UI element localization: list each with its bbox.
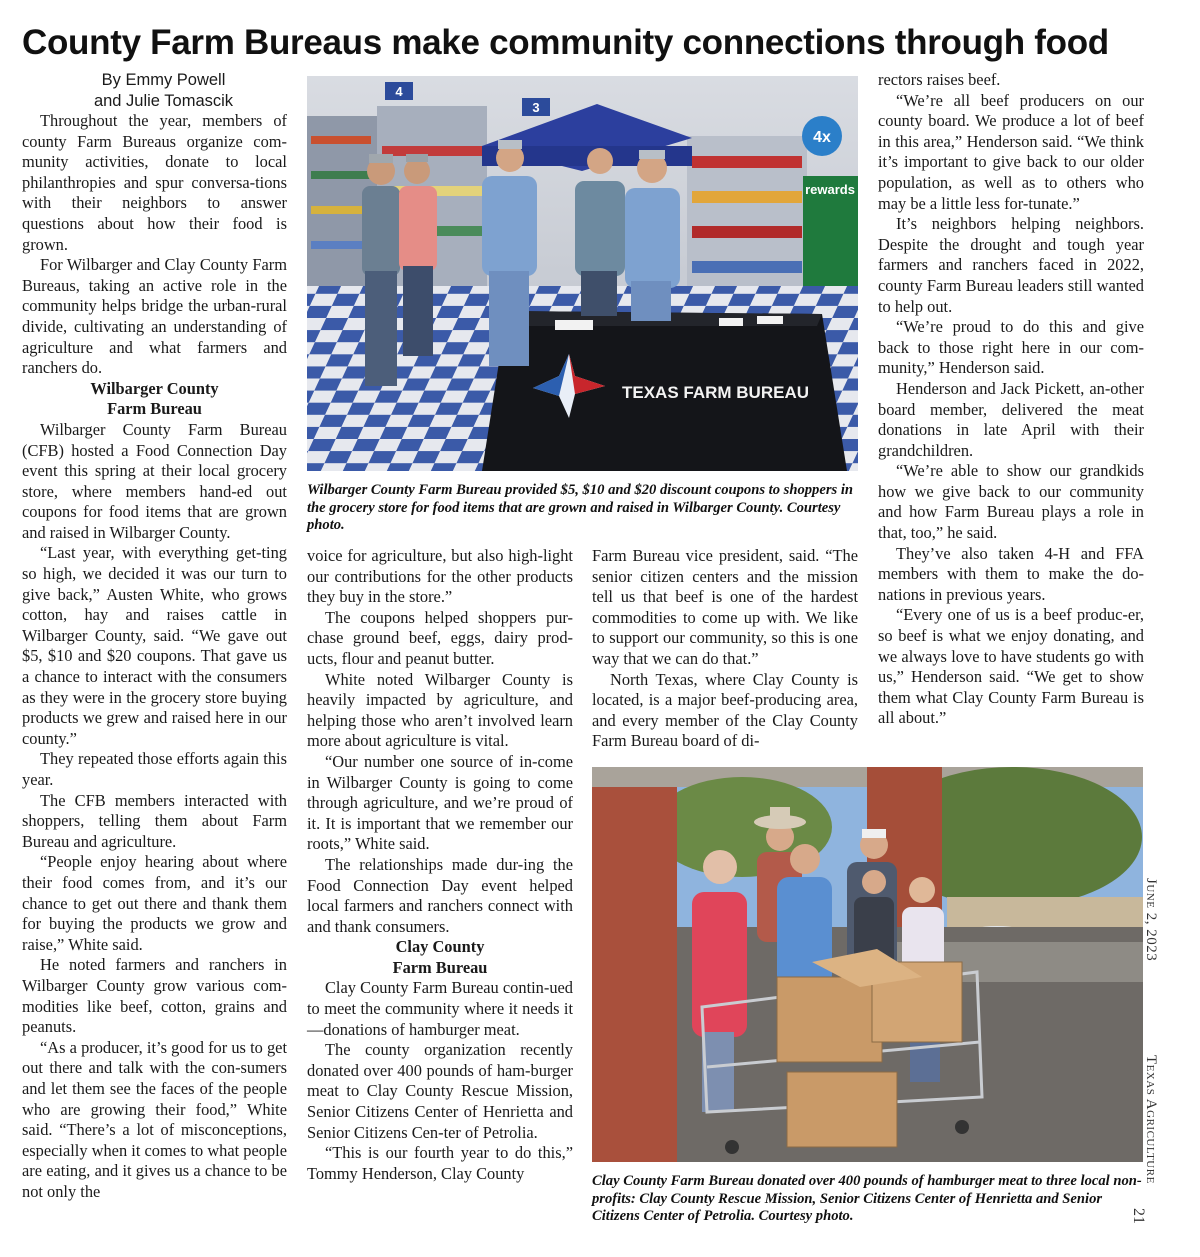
paragraph: Clay County Farm Bureau contin-ued to meet the community where it needs it—donations of hamburger meat.	[307, 978, 573, 1039]
photo1-caption: Wilbarger County Farm Bureau provided $5, $10 and $20 discount coupons to shoppers in the grocery store for food items that are grown and raised in Wilbarger County. Courtesy photo.	[307, 482, 854, 533]
rewards-sign: rewards	[805, 182, 855, 197]
paragraph: “We’re proud to do this and give back to those right here in our com-munity,” Henderson said.	[878, 317, 1144, 378]
paragraph: The CFB members interacted with shoppers, telling them about Farm Bureau and agriculture.	[22, 790, 287, 851]
aisle-sign-3: 3	[532, 100, 540, 115]
paragraph: “People enjoy hearing about where their food comes from, and it’s our chance to get out there and thank them for buying the products we grow and raise,” White said.	[22, 852, 287, 954]
paragraph: The county organization recently donated over 400 pounds of ham-burger meat to Clay County Rescue Mission, Senior Citizens Center of Henrietta and Senior Citizens Cen-ter of Petrolia.	[307, 1040, 573, 1142]
paragraph: Wilbarger County Farm Bureau (CFB) hosted a Food Connection Day event this spring at their local grocery store, where members hand-ed out coupons for food items that are grown and raised in Wilbarger County.	[22, 419, 287, 542]
column-3	[592, 546, 858, 752]
paragraph: “We’re able to show our grandkids how we give back to our community and how Farm Bureau plays a role in that, too,” he said.	[878, 461, 1144, 543]
issue-date: June 2, 2023	[1143, 878, 1159, 962]
aisle-sign-4: 4	[395, 84, 403, 99]
paragraph: “Every one of us is a beef produc-er, so beef is what we enjoy donating, and we always love to have students go with us,” Henderson said. “We get to show them what Clay County Farm Bureau is all about.”	[878, 605, 1144, 728]
byline-line-2: and Julie Tomascik	[93, 91, 234, 110]
paragraph: “As a producer, it’s good for us to get out there and talk with the con-sumers and let them see the faces of the people who are growing their food,” White said. “There’s a lot of misconceptions, especially when it comes to what people are eating, and it gives us a chance to be not only the	[22, 1037, 287, 1201]
photo2-caption: Clay County Farm Bureau donated over 400 pounds of hamburger meat to three local non-profits: Clay County Rescue Mission, Senior Citizens Center of Henrietta and Senior Citizens Center of Petrolia. Courtesy photo.	[592, 1173, 1142, 1224]
publication-name: Texas Agriculture	[1143, 1055, 1159, 1184]
byline-line-1: By Emmy Powell	[101, 71, 226, 89]
paragraph: rectors raises beef.	[878, 70, 1001, 89]
paragraph: Throughout the year, members of county Farm Bureaus organize com-munity activities, donate to local philanthropies and spur conversa-tions with their neighbors to answer questions about how their food is grown.	[22, 111, 287, 254]
paragraph: “Our number one source of in-come in Wilbarger County is going to come through agriculture, and we’re proud of it. It is important that we remember our roots,” White said.	[307, 751, 573, 854]
paragraph: Farm Bureau vice president, said. “The senior citizen centers and the mission tell us that beef is one of the hardest commodities to come up with. We like to support our community, so this is one way that we can do that.”	[592, 546, 858, 668]
paragraph: The coupons helped shoppers pur-chase ground beef, eggs, dairy prod-ucts, flour and peanut butter.	[307, 607, 573, 668]
paragraph: “We’re all beef producers on our county board. We produce a lot of beef in this area,” Henderson said. “We think it’s important to give back to our older population, as well as to others who may be a little less for-tunate.”	[878, 90, 1144, 213]
4x-sign: 4x	[813, 129, 831, 146]
column-1	[22, 70, 287, 1202]
paragraph: “Last year, with everything get-ting so high, we decided it was our turn to give back,” Austen White, who grows cotton, hay and raises cattle in Wilbarger County, said. “We gave out $5, $10 and $20 coupons. That gave us a chance to interact with the consumers as they were in the grocery store buying products we grew and raised here in our county.”	[22, 543, 287, 748]
page-number: 21	[1130, 1208, 1147, 1224]
column-4	[878, 70, 1144, 729]
photo-grocery-store	[307, 76, 858, 471]
paragraph: They’ve also taken 4-H and FFA members with them to make the do-nations in previous years.	[878, 543, 1144, 604]
subhead-clay: Clay County Farm Bureau	[392, 937, 488, 977]
paragraph: North Texas, where Clay County is located, is a major beef-producing area, and every member of the Clay County Farm Bureau board of di-	[592, 669, 858, 751]
headline: County Farm Bureaus make community connections through food	[22, 23, 1109, 62]
paragraph: It’s neighbors helping neighbors. Despite the drought and tough year farmers and ranchers faced in 2022, county Farm Bureau leaders still wanted to help out.	[878, 214, 1144, 316]
paragraph: For Wilbarger and Clay County Farm Bureaus, taking an active role in the community helps bridge the urban-rural divide, cultivating an understanding of agriculture and what farmers and ranchers do.	[22, 255, 287, 378]
paragraph: They repeated those efforts again this year.	[22, 749, 287, 789]
paragraph: “This is our fourth year to do this,” Tommy Henderson, Clay County	[307, 1143, 573, 1183]
photo-meat-donation	[592, 767, 1143, 1162]
texas-farm-bureau-banner: TEXAS FARM BUREAU	[622, 383, 810, 402]
paragraph: The relationships made dur-ing the Food Connection Day event helped local farmers and ranchers connect with and thank consumers.	[307, 854, 573, 936]
paragraph: He noted farmers and ranchers in Wilbarger County grow various com-modities like beef, cotton, grains and peanuts.	[22, 955, 287, 1037]
column-2	[307, 546, 573, 1184]
subhead-wilbarger: Wilbarger County Farm Bureau	[90, 378, 219, 419]
paragraph: White noted Wilbarger County is heavily impacted by agriculture, and helping those who aren’t involved learn more about agriculture is vital.	[307, 669, 573, 751]
paragraph: Henderson and Jack Pickett, an-other board member, delivered the meat donations in late April with their grandchildren.	[878, 378, 1144, 460]
paragraph: voice for agriculture, but also high-light our contributions for the other products they buy in the store.”	[307, 546, 573, 607]
